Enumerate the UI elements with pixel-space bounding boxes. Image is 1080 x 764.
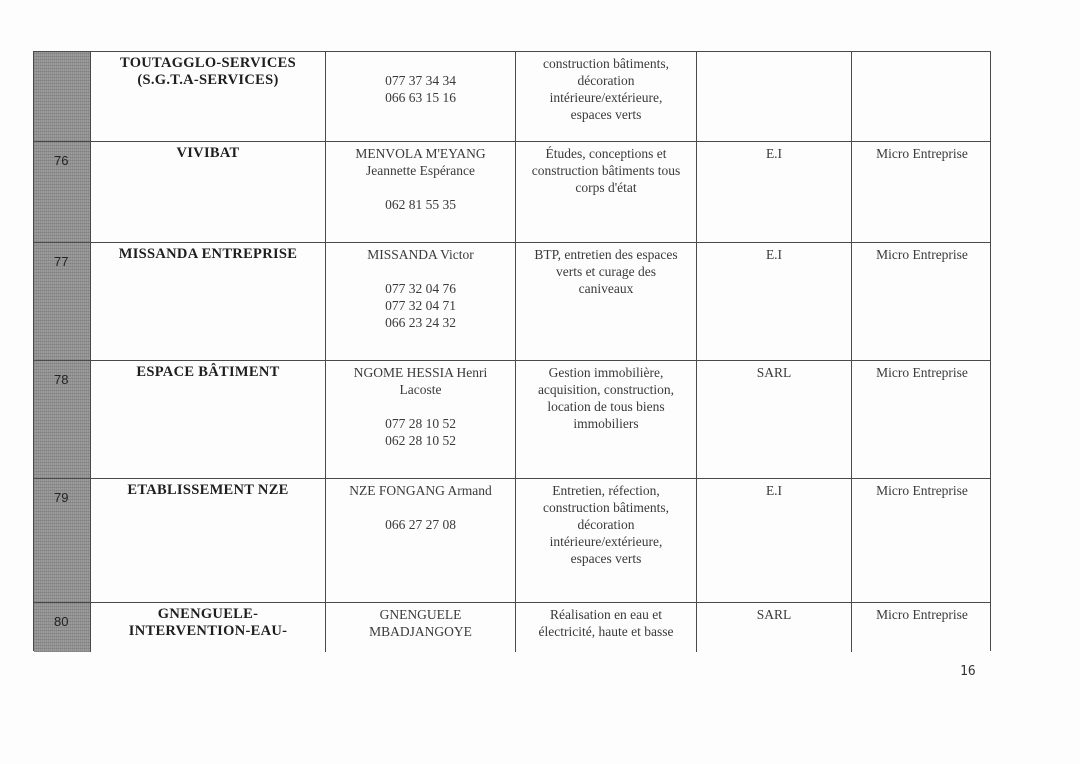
contact-cell-line: 062 81 55 35	[385, 197, 456, 212]
company-name-line: GNENGUELE-	[157, 606, 259, 622]
row-number: 78	[34, 361, 90, 478]
company-category: Micro Entreprise	[851, 479, 992, 602]
contact-cell-line	[326, 55, 515, 72]
contact-cell	[325, 361, 515, 478]
company-name-line: VIVIBAT	[176, 145, 240, 161]
activity-cell-line: construction bâtiments tous	[531, 163, 681, 178]
activity-cell-line: intérieure/extérieure,	[549, 534, 663, 549]
company-name-line: (S.G.T.A-SERVICES)	[137, 72, 279, 88]
company-name-line: ESPACE BÂTIMENT	[136, 364, 280, 380]
company-category: Micro Entreprise	[851, 142, 992, 242]
activity-cell-line: construction bâtiments,	[543, 500, 669, 515]
activity-cell-line: verts et curage des	[555, 264, 657, 279]
contact-cell-line: MBADJANGOYE	[369, 624, 472, 639]
company-name	[90, 52, 325, 141]
contact-cell-line	[326, 499, 515, 516]
legal-form: E.I	[696, 243, 851, 360]
contact-cell	[325, 243, 515, 360]
contact-cell-line: 077 37 34 34	[385, 73, 456, 88]
row-number: 77	[34, 243, 90, 360]
contact-cell-line: 062 28 10 52	[385, 433, 456, 448]
table-row	[34, 602, 990, 652]
activity-cell-line: corps d'état	[575, 180, 637, 195]
table-row	[34, 52, 990, 141]
company-name-line: ETABLISSEMENT NZE	[127, 482, 289, 498]
activity-cell	[515, 142, 696, 242]
page-number: 16	[960, 664, 976, 679]
activity-cell-line: Entretien, réfection,	[552, 483, 660, 498]
legal-form: SARL	[696, 603, 851, 652]
contact-cell-line: 066 63 15 16	[385, 90, 456, 105]
contact-cell	[325, 479, 515, 602]
table-row	[34, 360, 990, 478]
legal-form: SARL	[696, 361, 851, 478]
activity-cell-line: acquisition, construction,	[537, 382, 675, 397]
activity-cell-line: décoration	[577, 517, 635, 532]
company-name	[90, 603, 325, 652]
company-category: Micro Entreprise	[851, 361, 992, 478]
table-row	[34, 242, 990, 360]
activity-cell	[515, 52, 696, 141]
contact-cell-line: MENVOLA M'EYANG	[355, 146, 486, 161]
contact-cell-line: 066 27 27 08	[385, 517, 456, 532]
row-number: 76	[34, 142, 90, 242]
contact-cell-line: 077 32 04 76	[385, 281, 456, 296]
company-category	[851, 52, 992, 141]
activity-cell-line: espaces verts	[570, 107, 642, 122]
activity-cell	[515, 603, 696, 652]
activity-cell-line: caniveaux	[578, 281, 634, 296]
activity-cell-line: BTP, entretien des espaces	[534, 247, 678, 262]
activity-cell-line: Réalisation en eau et	[549, 607, 663, 622]
row-number: 79	[34, 479, 90, 602]
contact-cell	[325, 142, 515, 242]
activity-cell	[515, 243, 696, 360]
contact-cell-line	[326, 179, 515, 196]
company-name	[90, 243, 325, 360]
row-number: 80	[34, 603, 90, 652]
activity-cell-line: intérieure/extérieure,	[549, 90, 663, 105]
activity-cell	[515, 361, 696, 478]
contact-cell-line: 077 28 10 52	[385, 416, 456, 431]
contact-cell-line: 077 32 04 71	[385, 298, 456, 313]
contact-cell-line: Jeannette Espérance	[365, 163, 476, 178]
activity-cell-line: immobiliers	[573, 416, 639, 431]
activity-cell-line: espaces verts	[570, 551, 642, 566]
table-row	[34, 478, 990, 602]
activity-cell-line: construction bâtiments,	[543, 56, 669, 71]
activity-cell-line: électricité, haute et basse	[538, 624, 674, 639]
activity-cell-line: Études, conceptions et	[545, 146, 667, 161]
activity-cell	[515, 479, 696, 602]
contact-cell-line: GNENGUELE	[379, 607, 462, 622]
legal-form: E.I	[696, 479, 851, 602]
activity-cell-line: Gestion immobilière,	[548, 365, 664, 380]
company-name	[90, 479, 325, 602]
company-name-line: MISSANDA ENTREPRISE	[118, 246, 298, 262]
contact-cell-line: MISSANDA Victor	[367, 247, 474, 262]
contact-cell-line: NZE FONGANG Armand	[349, 483, 492, 498]
company-name	[90, 361, 325, 478]
activity-cell-line: décoration	[577, 73, 635, 88]
company-category: Micro Entreprise	[851, 243, 992, 360]
companies-table	[33, 51, 991, 651]
contact-cell	[325, 603, 515, 652]
legal-form: E.I	[696, 142, 851, 242]
company-name-line: INTERVENTION-EAU-	[128, 623, 288, 639]
legal-form	[696, 52, 851, 141]
row-number	[34, 52, 90, 141]
company-category: Micro Entreprise	[851, 603, 992, 652]
company-name	[90, 142, 325, 242]
contact-cell-line: NGOME HESSIA Henri	[353, 365, 488, 380]
contact-cell-line	[326, 398, 515, 415]
activity-cell-line: location de tous biens	[547, 399, 665, 414]
company-name-line: TOUTAGGLO-SERVICES	[120, 55, 296, 71]
contact-cell	[325, 52, 515, 141]
contact-cell-line: 066 23 24 32	[385, 315, 456, 330]
contact-cell-line	[326, 263, 515, 280]
table-row	[34, 141, 990, 242]
contact-cell-line: Lacoste	[399, 382, 442, 397]
